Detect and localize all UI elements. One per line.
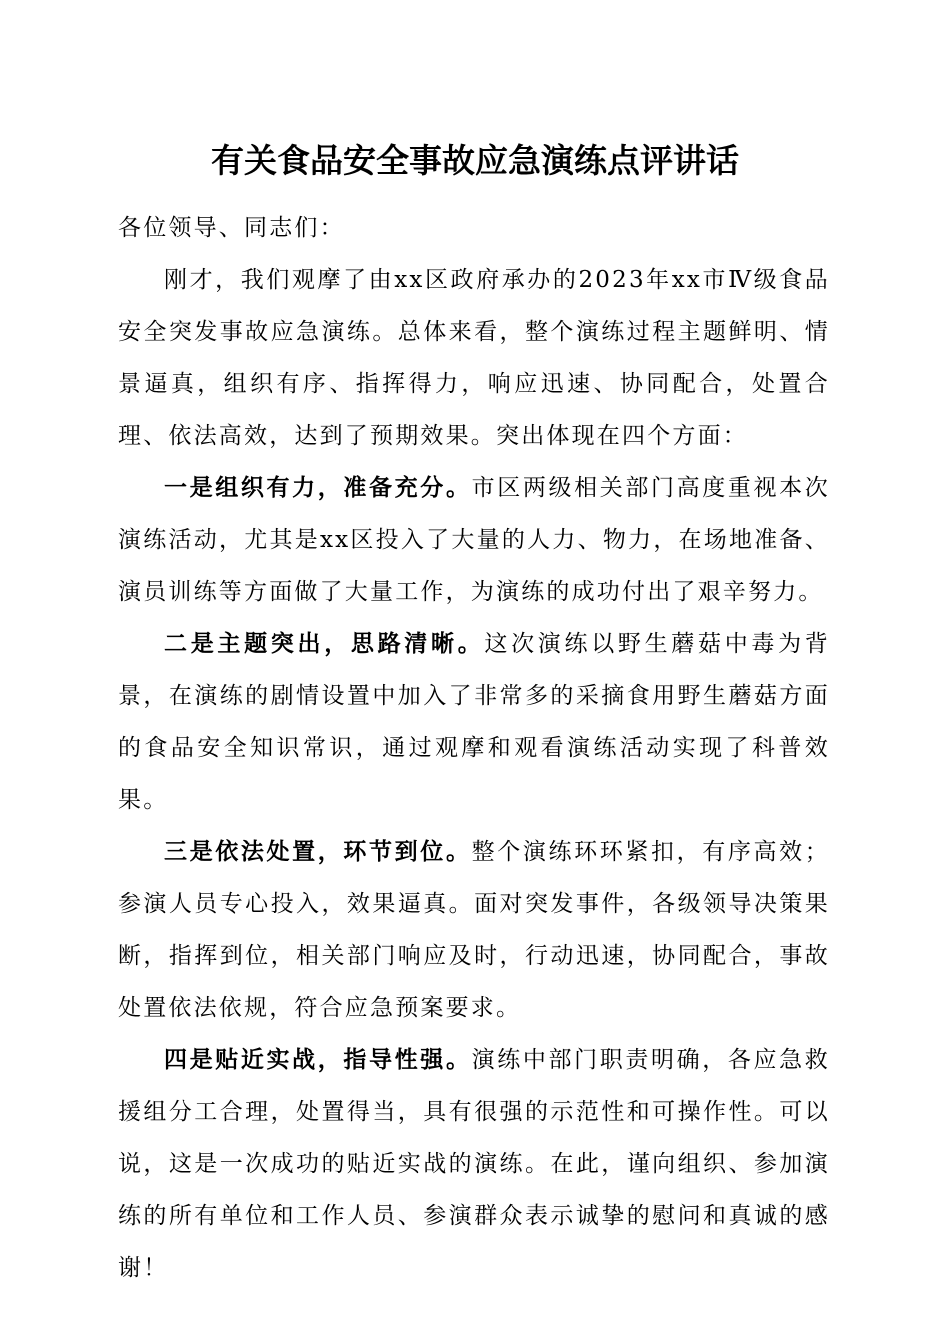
paragraph-lead: 四是贴近实战，指导性强。: [164, 1046, 472, 1073]
paragraph-lead: 一是组织有力，准备充分。: [164, 474, 472, 501]
document-body: [118, 200, 830, 1294]
document-title: 有关食品安全事故应急演练点评讲话: [211, 141, 739, 180]
paragraph-text: 整个演练环环紧扣，有序高效；参演人员专心投入，效果逼真。面对突发事件，各级领导决策果断，指挥到位，相关部门响应及时，行动迅速，协同配合，事故处置依法依规，符合应急预案要求。: [118, 839, 830, 1021]
paragraph-text: 刚才，我们观摩了由xx区政府承办的2023年xx市Ⅳ级食品安全突发事故应急演练。总体来看，整个演练过程主题鲜明、情景逼真，组织有序、指挥得力，响应迅速、协同配合，处置合理、依法高效，达到了预期效果。突出体现在四个方面：: [118, 267, 830, 449]
paragraph-intro: [118, 254, 830, 462]
paragraph-text: 这次演练以野生蘑菇中毒为背景，在演练的剧情设置中加入了非常多的采摘食用野生蘑菇方面的食品安全知识常识，通过观摩和观看演练活动实现了科普效果。: [118, 631, 830, 813]
paragraph-text: 演练中部门职责明确，各应急救援组分工合理，处置得当，具有很强的示范性和可操作性。可以说，这是一次成功的贴近实战的演练。在此，谨向组织、参加演练的所有单位和工作人员、参演群众表示诚挚的慰问和真诚的感谢！: [118, 1047, 830, 1281]
paragraph-lead: 二是主题突出，思路清晰。: [164, 630, 485, 657]
paragraph-point-2: [118, 618, 830, 826]
paragraph-point-1: [118, 462, 830, 618]
paragraph-lead: 三是依法处置，环节到位。: [164, 838, 472, 865]
paragraph-point-3: [118, 826, 830, 1034]
paragraph-text: 市区两级相关部门高度重视本次演练活动，尤其是xx区投入了大量的人力、物力，在场地准备、演员训练等方面做了大量工作，为演练的成功付出了艰辛努力。: [118, 475, 830, 605]
salutation: 各位领导、同志们：: [118, 215, 345, 241]
paragraph-point-4: [118, 1034, 830, 1294]
